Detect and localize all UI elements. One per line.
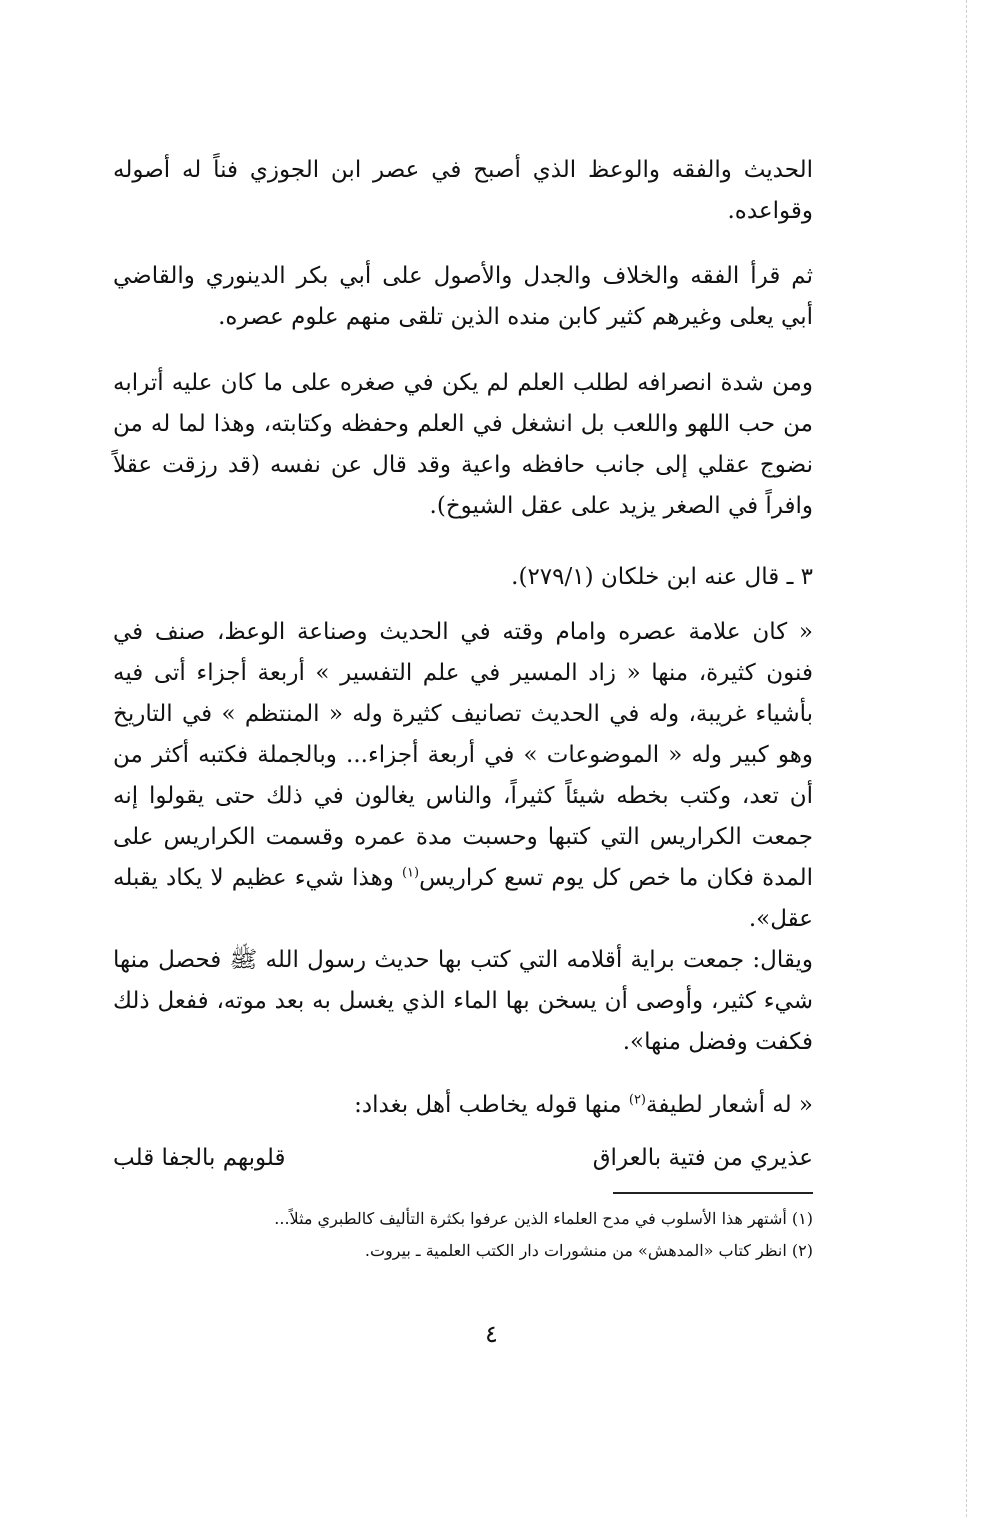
poetry-intro-text [113,1085,813,1126]
footnotes [113,1203,813,1267]
paragraph-pens-text: ويقال: جمعت براية أقلامه التي كتب بها حديث رسول الله ﷺ فحصل منها شيء كثير، وأوصى أن يسخن بها الماء الذي يغسل به بعد موته، ففعل ذلك فكفت وفضل منها». [113,947,813,1055]
quotation-text-part-2: وهذا شيء عظيم لا يكاد يقبله عقل». [113,865,813,932]
poetry-intro-part-2: منها قوله يخاطب أهل بغداد: [354,1092,622,1118]
quotation-text [113,612,813,940]
verse-second-hemistich: قلوبهم بالجفا قلب [113,1145,286,1171]
paragraph-1 [113,150,813,232]
page-number: ٤ [485,1320,498,1348]
quotation-paragraph [113,612,813,940]
section-heading-3-text: ٣ ـ قال عنه ابن خلكان (٢٧٩/١). [511,564,813,590]
paragraph-1-text: الحديث والفقه والوعظ الذي أصبح في عصر ابن الجوزي فناً له أصوله وقواعده. [113,157,813,224]
footnote-divider [613,1192,813,1194]
quotation-text-part-1: « كان علامة عصره وامام وقته في الحديث وصناعة الوعظ، صنف في فنون كثيرة، منها « زاد المسير في علم التفسير » أربعة أجزاء أتى فيه بأشياء غريبة، وله في الحديث تصانيف كثيرة وله « المنتظم » في التاريخ وهو كبير وله « الموضوعات » في أربعة أجزاء... وبالجملة فكتبه أكثر من أن تعد، وكتب بخطه شيئاً كثيراً، والناس يغالون في ذلك حتى يقولوا إنه جمعت الكراريس التي كتبها وحسبت مدة عمره وقسمت الكراريس على المدة فكان ما خص كل يوم تسع كراريس [113,619,813,891]
paragraph-3 [113,363,813,527]
paragraph-3-text: ومن شدة انصرافه لطلب العلم لم يكن في صغره على ما كان عليه أترابه من حب اللهو واللعب بل انشغل في العلم وحفظه وكتابته، وهذا لما له من نضوج عقلي إلى جانب حافظه واعية وقد قال عن نفسه (قد رزقت عقلاً وافراً في الصغر يزيد على عقل الشيوخ). [113,370,813,519]
poetry-intro-part-1: « له أشعار لطيفة [646,1092,813,1118]
poem-verse [113,1138,813,1178]
verse-first-hemistich: عذيري من فتية بالعراق [592,1145,813,1171]
footnote-ref-1: (١) [401,865,420,881]
poetry-intro [113,1085,813,1126]
paragraph-pens [113,940,813,1063]
scan-edge-line [966,0,968,1517]
paragraph-2-text: ثم قرأ الفقه والخلاف والجدل والأصول على أبي بكر الدينوري والقاضي أبي يعلى وغيرهم كثير كابن منده الذين تلقى منهم علوم عصره. [113,263,813,330]
section-heading-3 [113,557,813,598]
footnote-1: (١) أشتهر هذا الأسلوب في مدح العلماء الذين عرفوا بكثرة التأليف كالطبري مثلاً... [274,1209,813,1228]
footnote-2: (٢) انظر كتاب «المدهش» من منشورات دار الكتب العلمية ـ بيروت. [364,1241,813,1260]
paragraph-2 [113,256,813,338]
footnote-ref-2: (٢) [628,1092,646,1108]
